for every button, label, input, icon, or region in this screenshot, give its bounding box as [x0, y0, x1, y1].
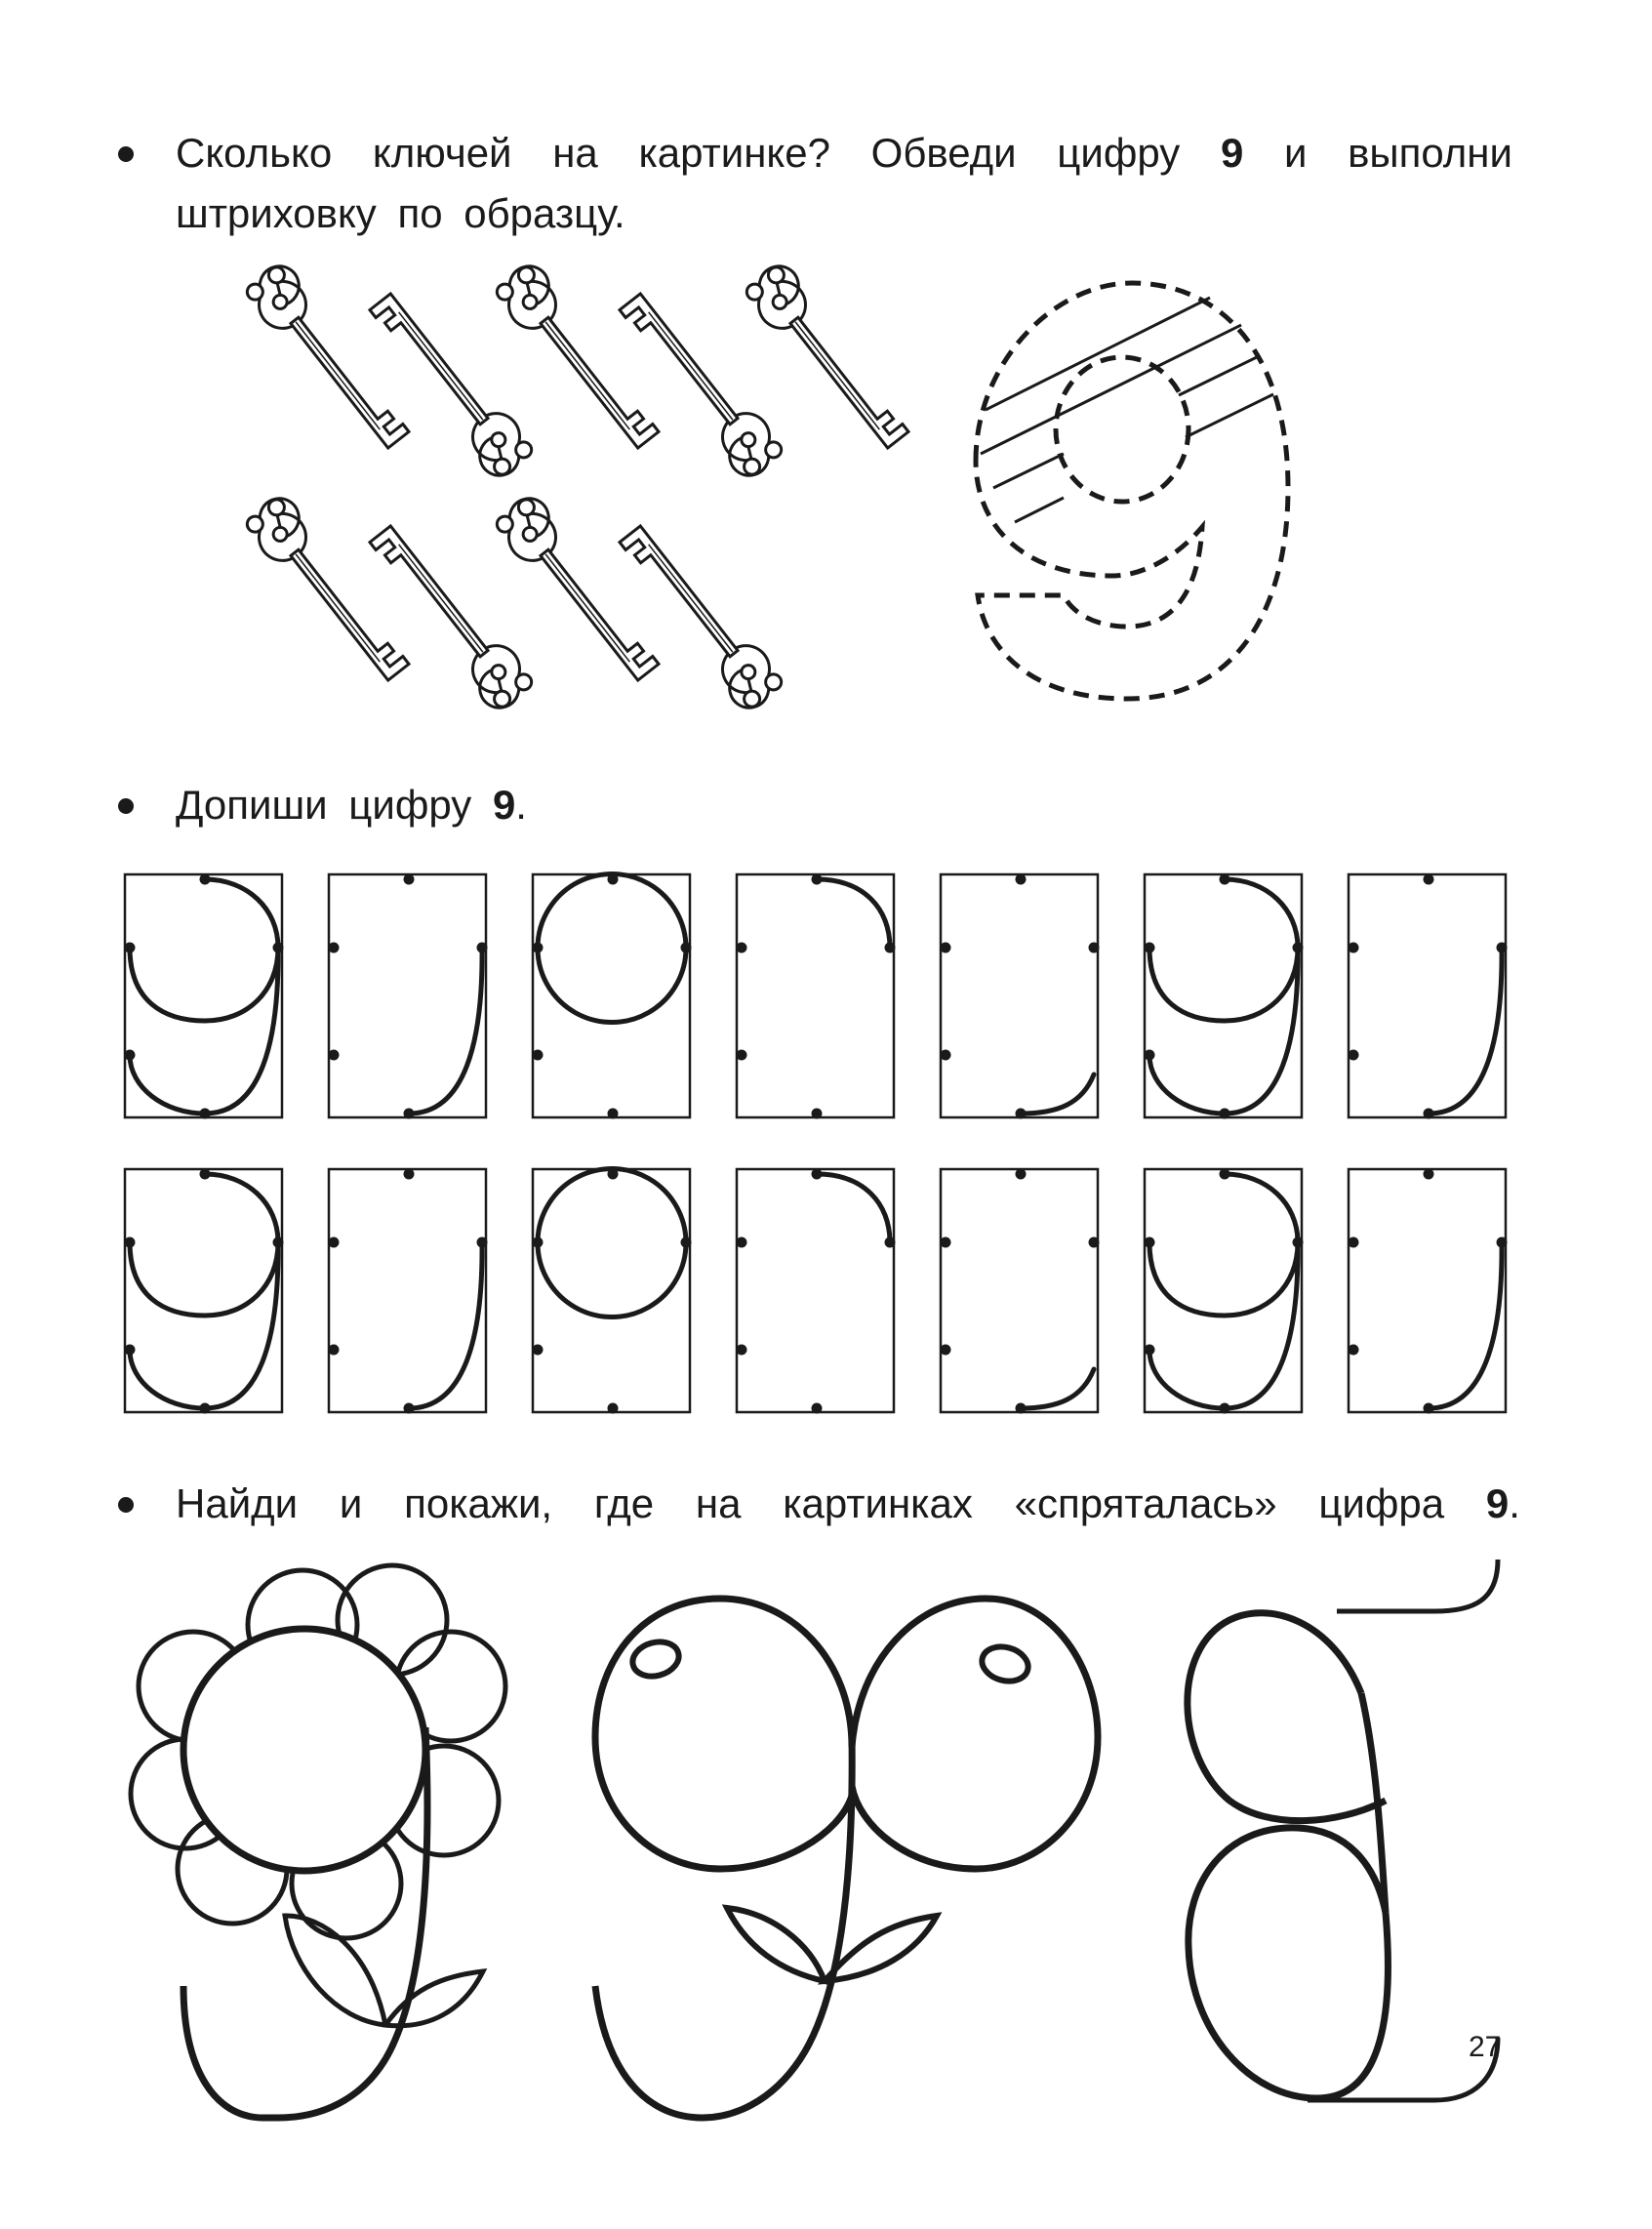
grid-cell [737, 1169, 894, 1412]
guide-dot [681, 943, 692, 953]
guide-dot [125, 1050, 136, 1061]
task-1-word: Сколько [176, 130, 333, 176]
guide-dot [1424, 1169, 1434, 1180]
curl-top [1337, 1560, 1498, 1611]
nine-guide-tail [1021, 1074, 1094, 1114]
key-icon [742, 259, 914, 460]
guide-dot [1089, 943, 1100, 953]
guide-dot [941, 1237, 951, 1248]
guide-dot [200, 1169, 211, 1180]
guide-dot [608, 1109, 619, 1119]
task-3-digit: 9 [1485, 1480, 1510, 1526]
guide-dot [1349, 1237, 1359, 1248]
cherry-stem [595, 1737, 852, 2118]
guide-dot [737, 1050, 747, 1061]
guide-dot [1145, 1345, 1155, 1356]
key-icon [614, 282, 786, 483]
guide-dot [404, 1403, 415, 1414]
guide-dot [885, 943, 896, 953]
petal [396, 1632, 505, 1741]
grid-cell [125, 874, 282, 1117]
key-icon [492, 491, 665, 692]
flower-nine [131, 1565, 505, 2118]
guide-dot [533, 1050, 544, 1061]
grid-cell [125, 1169, 282, 1412]
nine-stem [1361, 1693, 1386, 1913]
cherry-left [595, 1599, 852, 1869]
guide-dot [1497, 943, 1508, 953]
guide-dot [477, 1237, 488, 1248]
guide-dot [737, 1345, 747, 1356]
petal [292, 1829, 401, 1938]
guide-dot [200, 874, 211, 885]
guide-dot [812, 1403, 823, 1414]
nine-guide-full [130, 1174, 278, 1408]
guide-dot [1145, 1050, 1155, 1061]
guide-dot [737, 1237, 747, 1248]
guide-dot [608, 1169, 619, 1180]
guide-dot [404, 1109, 415, 1119]
guide-dot [941, 1345, 951, 1356]
hatching [981, 298, 1273, 522]
grid-cell [533, 874, 690, 1117]
nine-guide-hook [409, 1242, 482, 1408]
guide-dot [404, 1169, 415, 1180]
guide-dot [329, 943, 340, 953]
guide-dot [608, 874, 619, 885]
task-3-end: . [1509, 1480, 1520, 1526]
task-2-digit: 9 [492, 782, 516, 828]
cherry-right [852, 1599, 1098, 1869]
bullet-icon [118, 798, 134, 814]
task-1-word: на [552, 130, 598, 176]
task-3-word: картинках [783, 1480, 973, 1526]
nine-guide-loop [538, 1169, 686, 1317]
nine-guide-loop [538, 873, 686, 1022]
guide-dot [1220, 1403, 1230, 1414]
guide-dot [1145, 943, 1155, 953]
guide-dot [1089, 1237, 1100, 1248]
keys-group [242, 259, 914, 715]
nine-guide-top-arc [817, 1174, 890, 1242]
guide-dot [681, 1237, 692, 1248]
leaf [285, 1916, 385, 2025]
cherry-highlight [628, 1637, 682, 1681]
guide-dot [533, 1345, 544, 1356]
nine-guide-full [1149, 1174, 1298, 1408]
nine-guide-hook [409, 948, 482, 1114]
guide-dot [1016, 1109, 1027, 1119]
grid-cell [329, 874, 486, 1117]
petal [131, 1739, 240, 1848]
guide-dot [329, 1345, 340, 1356]
grid-cell [1145, 1169, 1302, 1412]
task-3-word: «спряталась» [1014, 1480, 1277, 1526]
nine-guide-full [130, 879, 278, 1114]
task-3-digit-wrap [1486, 1476, 1520, 1532]
guide-dot [125, 943, 136, 953]
guide-dot [1016, 1403, 1027, 1414]
task-3-word: где [593, 1480, 655, 1526]
traced-nine [976, 283, 1288, 699]
grid-cell [941, 1169, 1098, 1412]
task-2-label: Допиши цифру [176, 782, 472, 828]
guide-dot [1497, 1237, 1508, 1248]
guide-dot [1220, 1169, 1230, 1180]
task-1-word: и [1283, 130, 1308, 176]
nine-inner [1056, 357, 1189, 502]
guide-dot [812, 874, 823, 885]
key-icon [364, 514, 537, 715]
guide-dot [1349, 1345, 1359, 1356]
task-1-word: выполни [1348, 130, 1512, 176]
grid-cell [1145, 874, 1302, 1117]
guide-dot [125, 1237, 136, 1248]
guide-dot [941, 1050, 951, 1061]
guide-dot [812, 1109, 823, 1119]
task-1-line-2: штриховку по образцу. [176, 190, 625, 236]
nine-outline [976, 283, 1288, 699]
eight-bottom [1189, 1828, 1389, 2098]
nine-guide-hook [1429, 948, 1502, 1114]
guide-dot [885, 1237, 896, 1248]
key-icon [614, 514, 786, 715]
grid-cell [533, 1169, 690, 1412]
petal [389, 1746, 499, 1855]
task-1-word: ключей [372, 130, 512, 176]
task-3-word: и [339, 1480, 363, 1526]
key-icon [242, 259, 415, 460]
task-3-word: цифра [1318, 1480, 1445, 1526]
task-3-word: покажи, [404, 1480, 553, 1526]
leaf [385, 1971, 483, 2026]
page-number: 27 [1469, 2031, 1502, 2063]
task-1-line-1 [176, 125, 1512, 182]
bullet-icon [118, 1497, 134, 1513]
guide-dot [941, 943, 951, 953]
grid-cell [941, 874, 1098, 1117]
flower-stem [183, 1727, 427, 2118]
guide-dot [1220, 874, 1230, 885]
cherry-highlight [978, 1641, 1031, 1685]
guide-dot [1220, 1109, 1230, 1119]
guide-dot [1145, 1237, 1155, 1248]
guide-dot [477, 943, 488, 953]
petal [139, 1632, 248, 1741]
guide-dot [200, 1109, 211, 1119]
task-2-end: . [515, 782, 527, 828]
grid-cell [1349, 874, 1506, 1117]
grid-cell [329, 1169, 486, 1412]
task-3-word: Найди [176, 1480, 299, 1526]
guide-dot [608, 1403, 619, 1414]
guide-dot [404, 874, 415, 885]
task-3-word: на [695, 1480, 742, 1526]
nine-guide-tail [1021, 1369, 1094, 1408]
guide-dot [329, 1237, 340, 1248]
grid-cell [737, 874, 894, 1117]
leaf [825, 1916, 937, 1981]
task-2-text [176, 777, 527, 833]
nine-guide-top-arc [817, 879, 890, 948]
guide-dot [533, 943, 544, 953]
grid-cell [1349, 1169, 1506, 1412]
guide-dot [1293, 943, 1304, 953]
guide-dot [737, 943, 747, 953]
petal [248, 1570, 357, 1680]
guide-dot [1424, 874, 1434, 885]
nine-guide-hook [1429, 1242, 1502, 1408]
petal [338, 1565, 447, 1675]
task-1-word: цифру [1057, 130, 1181, 176]
task-1-word: Обведи [870, 130, 1017, 176]
guide-dot [329, 1050, 340, 1061]
guide-dot [125, 1345, 136, 1356]
guide-dot [200, 1403, 211, 1414]
guide-dot [1349, 943, 1359, 953]
key-icon [242, 491, 415, 692]
task-3-text [176, 1476, 1520, 1532]
key-icon [364, 282, 537, 483]
eight-top [1188, 1613, 1386, 1821]
cherries-nine [595, 1599, 1098, 2118]
petal [178, 1814, 287, 1924]
guide-dot [273, 1237, 284, 1248]
eight-nine [1188, 1560, 1498, 2100]
leaf [727, 1908, 825, 1981]
guide-dot [812, 1169, 823, 1180]
guide-dot [1349, 1050, 1359, 1061]
flower-center [183, 1629, 425, 1871]
nine-guide-full [1149, 879, 1298, 1114]
key-icon [492, 259, 665, 460]
guide-dot [1424, 1109, 1434, 1119]
guide-dot [1424, 1403, 1434, 1414]
guide-dot [1016, 1169, 1027, 1180]
task-1-digit: 9 [1220, 130, 1244, 176]
task-1-word: картинке? [638, 130, 830, 176]
guide-dot [273, 943, 284, 953]
guide-dot [1293, 1237, 1304, 1248]
guide-dot [533, 1237, 544, 1248]
bullet-icon [118, 146, 134, 162]
guide-dot [1016, 874, 1027, 885]
